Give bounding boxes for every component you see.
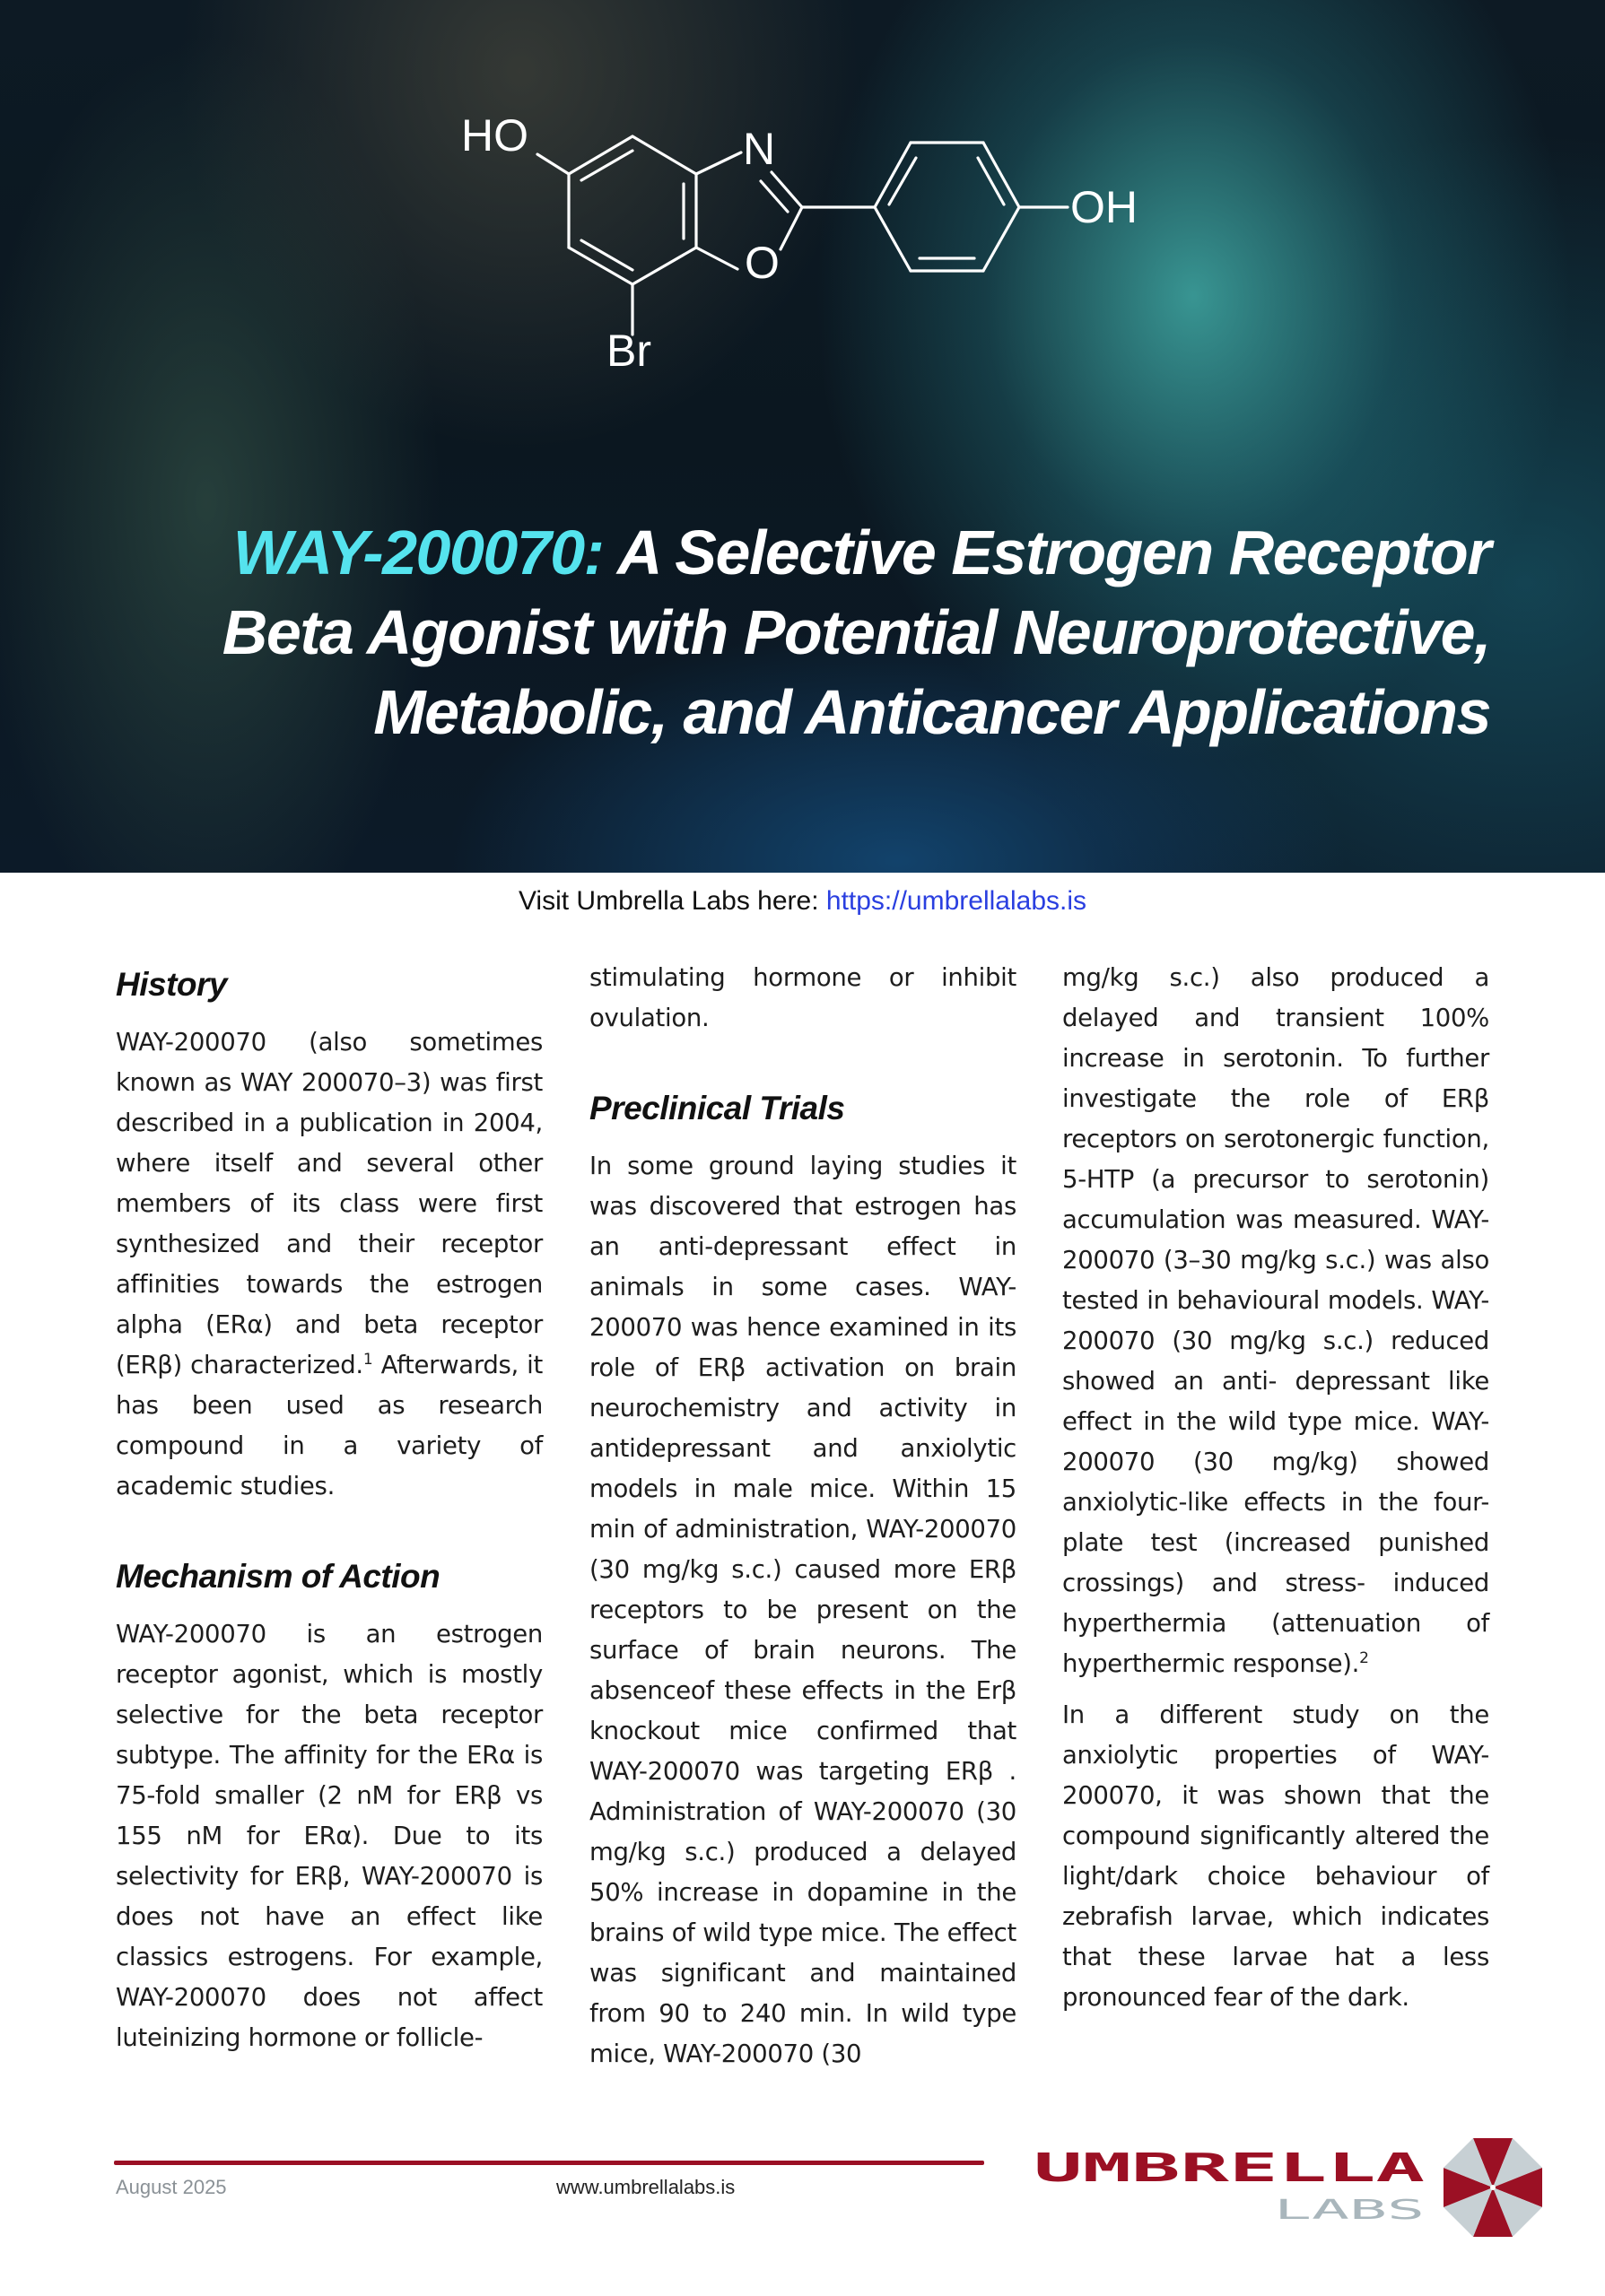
heading-mechanism: Mechanism of Action: [116, 1558, 441, 1595]
visit-line: [0, 879, 1605, 924]
atom-label-o: O: [745, 238, 780, 288]
umbrella-emblem-icon: [1441, 2135, 1545, 2240]
bond: [781, 207, 802, 249]
umbrella-labs-logo: [1034, 2140, 1428, 2230]
title-line-2: Beta Agonist with Potential Neuroprotective,: [222, 597, 1490, 667]
atom-label-n: N: [743, 124, 776, 174]
bond: [772, 172, 802, 207]
bond: [632, 136, 696, 174]
atom-label-ho: HO: [461, 110, 528, 161]
logo-sub-text: LABS: [1274, 2195, 1425, 2226]
reference-1[interactable]: 1: [362, 1350, 373, 1369]
title-line-1-rest: A Selective Estrogen Receptor: [603, 517, 1490, 587]
heading-history: History: [116, 966, 227, 1003]
mechanism-paragraph-cont: stimulating hormone or inhibit ovulation.: [589, 963, 1016, 1032]
footer-date: August 2025: [116, 2176, 227, 2198]
column-1: [116, 958, 543, 2058]
bond: [696, 152, 741, 174]
history-paragraph: [116, 1022, 543, 1507]
history-text-cont: Afterwards, it has been used as research compound in a variety of academic studies.: [116, 1351, 543, 1500]
atom-label-br: Br: [606, 326, 651, 376]
footer-url[interactable]: www.umbrellalabs.is: [556, 2176, 736, 2198]
bond: [537, 154, 569, 174]
preclinical-paragraph: In some ground laying studies it was discovered that estrogen has an anti-depressant effect in animals in some cases. WAY-200070 was hence examined in its role of ERβ activation on brain neurochemistry and activity in antidepressant and anxiolytic models in male mice. Within 15 min of administration, WAY-200070 (30 mg/kg s.c.) caused more ERβ receptors to be present on the surface of brain neurons. The absenceof these effects in the Erβ knockout mice confirmed that WAY-200070 was targeting ERβ . Administration of WAY-200070 (30 mg/kg s.c.) produced a delayed 50% increase in dopamine in the brains of wild type mice. The effect was significant and maintained from 90 to 240 min. In wild type mice, WAY-200070 (30: [589, 1152, 1016, 2068]
title-line-3: Metabolic, and Anticancer Applications: [373, 677, 1490, 747]
bond: [581, 151, 632, 180]
website-link[interactable]: https://umbrellalabs.is: [825, 886, 1087, 916]
bond: [875, 207, 911, 271]
logo-brand-text: UMBRELLA: [1034, 2145, 1425, 2191]
mechanism-paragraph: WAY-200070 is an estrogen receptor agonist, which is mostly selective for the beta receptor subtype. The affinity for the ERα is 75-fold smaller (2 nM for ERβ vs 155 nM for ERα). Due to its selectivity for ERβ, WAY-200070 is does not have an effect like classics estrogens. For example, WAY-200070 does not affect luteinizing hormone or follicle-: [116, 1620, 543, 2052]
footer-divider: [114, 2161, 984, 2165]
reference-2[interactable]: 2: [1359, 1648, 1369, 1667]
history-text: WAY-200070 (also sometimes known as WAY 200070–3) was first described in a publication in 2004, where itself and several other members of its class were first synthesized and their receptor affinities towards the estrogen alpha (ERα) and beta receptor (ERβ) characterized.: [116, 1028, 543, 1379]
header-banner: [0, 0, 1605, 873]
atom-label-oh: OH: [1070, 182, 1138, 232]
visit-label: Visit Umbrella Labs here:: [518, 886, 826, 916]
preclinical-text-cont: mg/kg s.c.) also produced a delayed and transient 100% increase in serotonin. To further investigate the role of ERβ receptors on serotonergic function, 5-HTP (a precursor to serotonin) accumulation was measured. WAY-200070 (3–30 mg/kg s.c.) was also tested in behavioural models. WAY-200070 (30 mg/kg s.c.) reduced showed an anti- depressant like effect in the wild type mice. WAY-200070 (30 mg/kg) showed anxiolytic-like effects in the four-plate test (increased punished crossings) and stress- induced hyperthermia (attenuation of hyperthermic response).: [1062, 963, 1489, 1678]
preclinical-paragraph-cont: [1062, 958, 1489, 1684]
title-line-1: [91, 513, 1490, 593]
bond: [889, 158, 916, 204]
bond: [983, 207, 1019, 271]
bond: [581, 240, 632, 270]
preclinical-paragraph-2: In a different study on the anxiolytic properties of WAY-200070, it was shown that the compound significantly altered the light/dark choice behaviour of zebrafish larvae, which indicates that these larvae hat a less pronounced fear of the dark.: [1062, 1700, 1489, 2012]
bond: [696, 248, 737, 269]
page-title: [91, 513, 1490, 752]
heading-preclinical: Preclinical Trials: [589, 1090, 845, 1126]
column-3: [1062, 958, 1489, 2018]
column-2: [589, 958, 1016, 2074]
bond: [978, 158, 1004, 204]
title-compound-name: WAY-200070:: [232, 517, 604, 587]
bond: [632, 248, 696, 284]
